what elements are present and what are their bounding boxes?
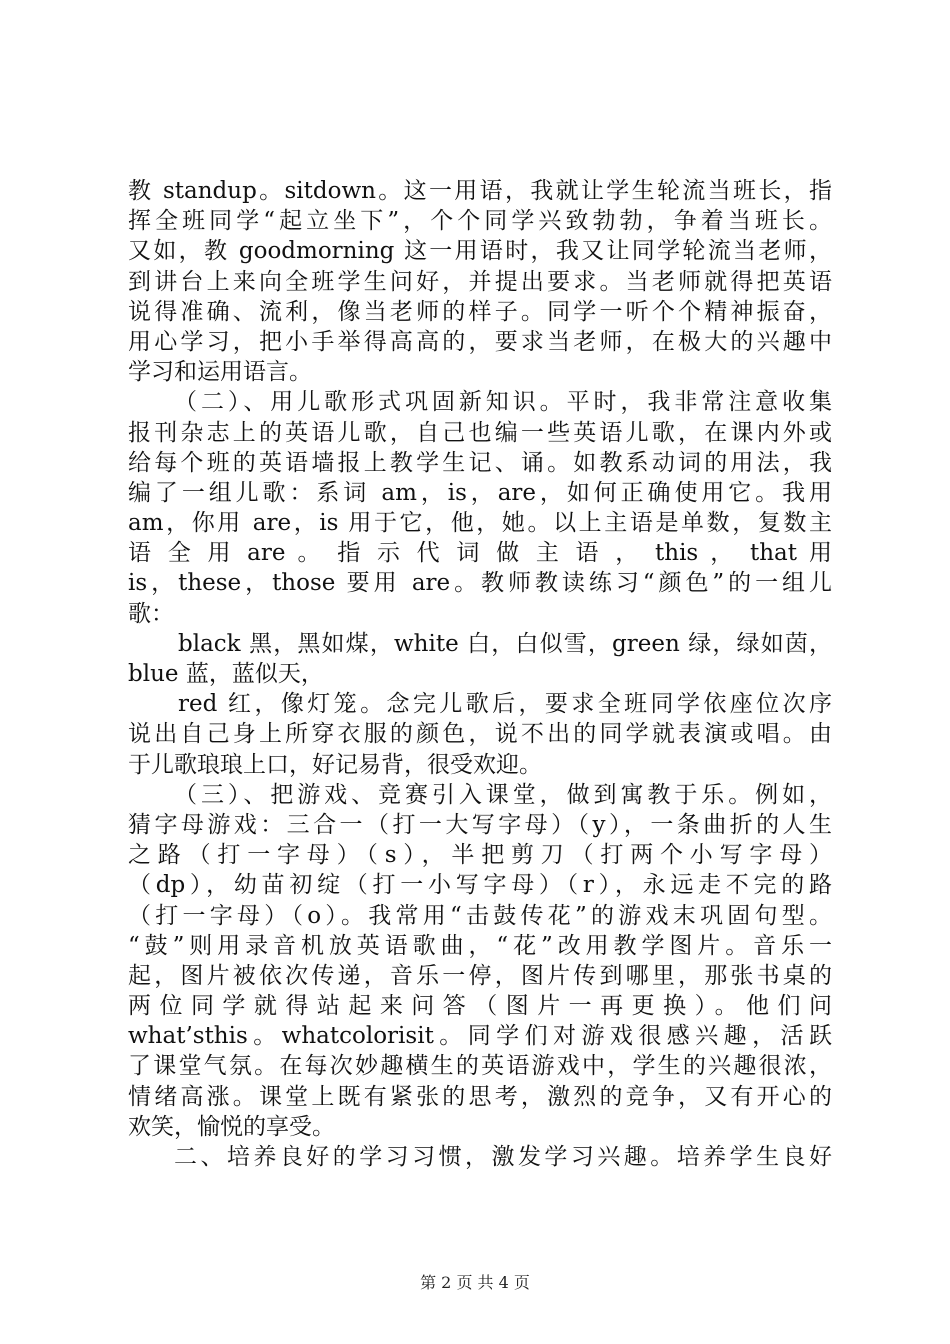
text-line: 于儿歌琅琅上口，好记易背，很受欢迎。 <box>128 751 542 778</box>
text-line: 语 全 用 are 。 指 示 代 词 做 主 语 ， this ， that 用 <box>128 540 832 567</box>
text-line: 说出自己身上所穿衣服的颜色，说不出的同学就表演或唱。由 <box>128 721 832 748</box>
text-line: 情绪高涨。课堂上既有紧张的思考，激烈的竞争，又有开心的 <box>128 1083 832 1110</box>
text-line: 挥全班同学“起立坐下”，个个同学兴致勃勃，争着当班长。 <box>128 208 832 235</box>
text-line: 猜字母游戏：三合一（打一大写字母）（y），一条曲折的人生 <box>128 811 832 838</box>
text-line: （二）、用儿歌形式巩固新知识。平时，我非常注意收集 <box>174 389 832 416</box>
text-line: 教 standup。sitdown。这一用语，我就让学生轮流当班长，指 <box>128 178 832 204</box>
text-line: black 黑，黑如煤，white 白，白似雪，green 绿，绿如茵， <box>178 630 832 657</box>
text-line: 之路（打一字母）（s），半把剪刀（打两个小写字母） <box>128 842 832 869</box>
text-line: 二、培养良好的学习习惯，激发学习兴趣。培养学生良好 <box>174 1144 832 1170</box>
text-line: 起，图片被依次传递，音乐一停，图片传到哪里，那张书桌的 <box>128 962 832 989</box>
text-line: blue 蓝，蓝似天， <box>128 661 324 687</box>
text-line: （打一字母）（o）。我常用“击鼓传花”的游戏末巩固句型。 <box>128 902 832 929</box>
text-line: （三）、把游戏、竞赛引入课堂，做到寓教于乐。例如， <box>174 781 832 808</box>
text-line: 欢笑，愉悦的享受。 <box>128 1113 335 1140</box>
text-line: red 红，像灯笼。念完儿歌后，要求全班同学依座位次序 <box>178 691 832 718</box>
text-line: 歌： <box>128 600 174 627</box>
text-line: 用心学习，把小手举得高高的，要求当老师，在极大的兴趣中 <box>128 328 832 355</box>
text-line: am，你用 are，is 用于它，他，她。以上主语是单数，复数主 <box>128 510 832 537</box>
text-line: 说得准确、流利，像当老师的样子。同学一听个个精神振奋， <box>128 298 832 325</box>
text-line: “鼓”则用录音机放英语歌曲，“花”改用教学图片。音乐一 <box>128 932 832 959</box>
text-line: 两位同学就得站起来问答（图片一再更换）。他们问 <box>128 993 832 1020</box>
text-line: 给每个班的英语墙报上教学生记、诵。如教系动词的用法，我 <box>128 449 832 476</box>
text-line: 到讲台上来向全班学生问好，并提出要求。当老师就得把英语 <box>128 268 832 295</box>
page-number: 第 2 页 共 4 页 <box>420 1273 530 1292</box>
text-line: 编了一组儿歌：系词 am，is，are，如何正确使用它。我用 <box>128 479 832 506</box>
text-line: （dp），幼苗初绽（打一小写字母）（r），永远走不完的路 <box>128 872 832 899</box>
text-line: 又如，教 goodmorning 这一用语时，我又让同学轮流当老师， <box>128 238 832 265</box>
text-line: 学习和运用语言。 <box>128 359 312 386</box>
body-text <box>128 176 832 1172</box>
text-line: is，these，those 要用 are。教师教读练习“颜色”的一组儿 <box>128 570 832 597</box>
text-line: 报刊杂志上的英语儿歌，自己也编一些英语儿歌，在课内外或 <box>128 419 832 446</box>
text-line: what’sthis。whatcolorisit。同学们对游戏很感兴趣，活跃 <box>128 1023 832 1050</box>
text-line: 了课堂气氛。在每次妙趣横生的英语游戏中，学生的兴趣很浓， <box>128 1053 832 1080</box>
